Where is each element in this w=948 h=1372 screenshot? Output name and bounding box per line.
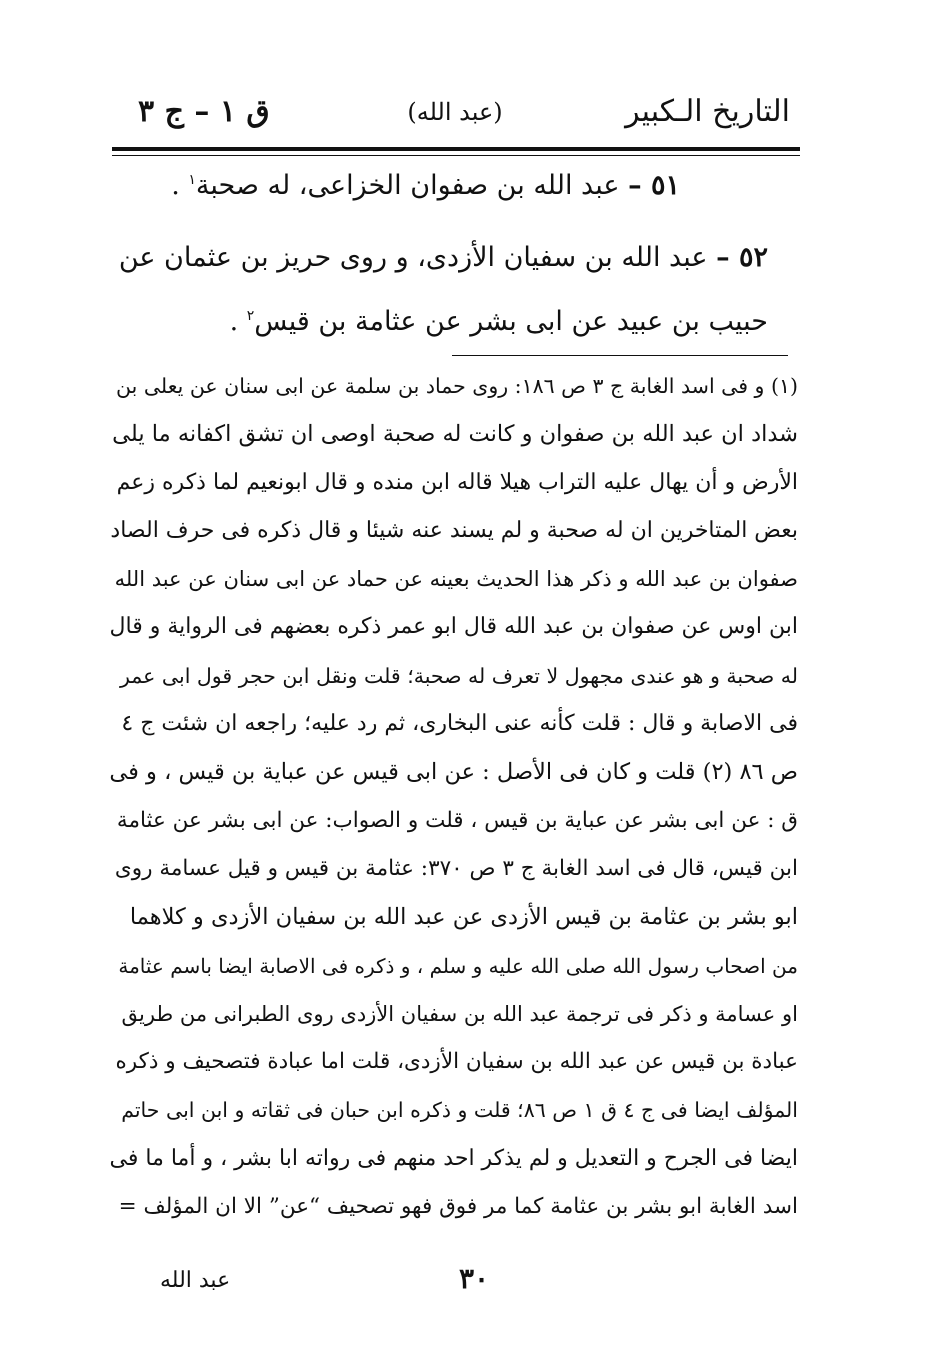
entry-text: عبد الله بن صفوان الخزاعى، له صحبة — [195, 170, 620, 201]
header-rule-thick — [112, 147, 800, 151]
section-title: (عبد الله) — [407, 98, 503, 126]
footnote-line: (١) و فى اسد الغابة ج ٣ ص ١٨٦: روى حماد بن سلمة عن ابى سنان عن يعلى بن — [116, 374, 798, 398]
entry-51 — [171, 170, 680, 201]
footnote-line: له صحبة و هو عندى مجهول لا تعرف له صحبة؛ قلت ونقل ابن حجر قول ابى عمر — [119, 663, 798, 688]
footnote-line: ص ٨٦ (٢) قلت و كان فى الأصل : عن ابى قيس عن عباية بن قيس ، و فى — [109, 759, 798, 786]
footnote-line: ابن اوس عن صفوان بن عبد الله قال ابو عمر ذكره بعضهم فى الرواية و قال — [109, 614, 798, 640]
footnote-line: شداد ان عبد الله بن صفوان و كانت له صحبة اوصى ان تشق اكفانه ما يلى — [112, 421, 798, 448]
entry-text: عبد الله بن سفيان الأزدى، و روى حريز بن عثمان عن — [118, 242, 708, 273]
book-title: التاريخ الـكبير — [625, 94, 790, 129]
footnote-line: ق : عن ابى بشر عن عباية بن قيس ، قلت و الصواب: عن ابى بشر عن عثامة — [116, 807, 798, 833]
footnote-line: عبادة بن قيس عن عبد الله بن سفيان الأزدى، قلت اما عبادة فتصحيف و ذكره — [115, 1049, 798, 1075]
header-rule-thin — [112, 155, 800, 156]
footnotes-block — [108, 362, 798, 1231]
footnote-separator — [452, 355, 788, 356]
entry-text: حبيب بن عبيد عن ابى بشر عن عثامة بن قيس — [254, 306, 768, 337]
footnote-marker: ١ — [188, 172, 196, 188]
footnote-marker: ٢ — [246, 308, 255, 324]
footnote-line: المؤلف ايضا فى ج ٤ ق ١ ص ٨٦؛ قلت و ذكره ابن حبان فى ثقاته و ابن ابى حاتم — [121, 1098, 798, 1123]
page-number: ٣٠ — [458, 1262, 490, 1295]
footnote-line: ايضا فى الجرح و التعديل و لم يذكر احد منهم فى رواته ابا بشر ، و أما ما فى — [109, 1145, 798, 1171]
footnote-line: اسد الغابة ابو بشر بن عثامة كما مر فوق فهو تصحيف “عن” الا ان المؤلف = — [118, 1194, 798, 1220]
footnote-line: صفوان بن عبد الله و ذكر هذا الحديث بعينه عن حماد عن ابى سنان عن عبد الله — [114, 567, 798, 592]
footnote-line: فى الاصابة و قال : قلت كأنه عنى البخارى، ثم رد عليه؛ راجعه ان شئت ج ٤ — [121, 711, 798, 737]
footnote-line: من اصحاب رسول الله صلى الله عليه و سلم ، و ذكره فى الاصابة ايضا باسم عثامة — [118, 953, 798, 978]
entry-number: ٥٢ – — [716, 242, 768, 273]
entry-52 — [119, 242, 768, 273]
entry-end: . — [171, 170, 180, 201]
volume-label: ق ١ – ج ٣ — [138, 94, 270, 129]
entry-number: ٥١ – — [628, 170, 680, 201]
footnote-line: او عسامة و ذكر فى ترجمة عبد الله بن سفيان الأزدى روى الطبرانى من طريق — [121, 1001, 798, 1026]
footnote-line: بعض المتاخرين ان له صحبة و لم يسند عنه شيئا و قال ذكره فى حرف الصاد — [110, 517, 798, 543]
entry-end: . — [229, 306, 239, 337]
footnote-line: الأرض و أن يهال عليه التراب هيلا قاله ابن منده و قال ابونعيم لما ذكره زعم — [116, 469, 798, 495]
footnote-line: ابو بشر بن عثامة بن قيس الأزدى عن عبد الله بن سفيان الأزدى و كلاهما — [129, 904, 798, 931]
catchword: عبد الله — [160, 1268, 231, 1293]
entry-52-continued — [230, 306, 768, 337]
footnote-line: ابن قيس، قال فى اسد الغابة ج ٣ ص ٣٧٠: عثامة بن قيس و قيل عسامة روى — [114, 855, 798, 881]
running-header — [110, 86, 800, 142]
